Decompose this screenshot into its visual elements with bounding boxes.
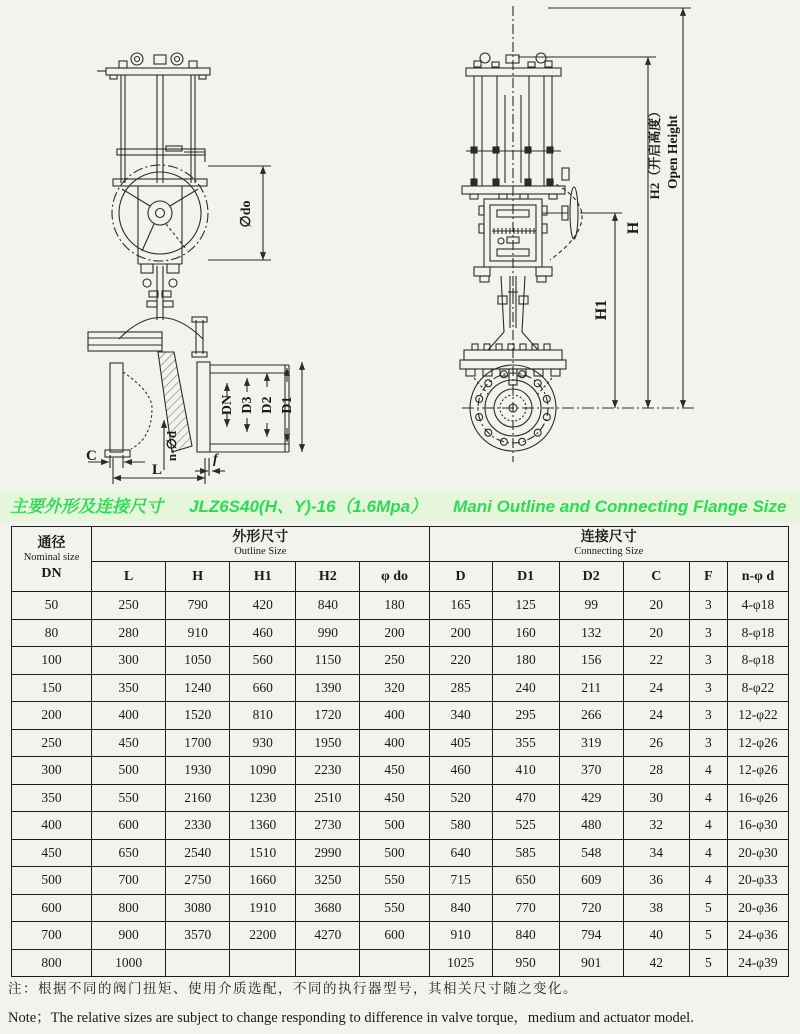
table-cell: 1950	[296, 729, 360, 757]
outline-cn: 外形尺寸	[232, 530, 289, 546]
section-title	[0, 492, 800, 522]
connecting-cn: 连接尺寸	[580, 530, 637, 546]
nominal-size-header	[12, 527, 92, 592]
connecting-size-group-header	[429, 527, 788, 562]
table-cell: 2510	[296, 784, 360, 812]
dim-label-dn: DN	[220, 394, 235, 416]
table-cell: 770	[492, 894, 559, 922]
table-cell: 156	[559, 647, 623, 675]
table-row	[12, 867, 789, 895]
table-cell: 4-φ18	[727, 592, 788, 620]
table-cell: 20	[623, 619, 689, 647]
table-cell: 211	[559, 674, 623, 702]
table-cell: 500	[360, 839, 429, 867]
table-cell: 1910	[230, 894, 296, 922]
table-cell	[296, 949, 360, 977]
table-cell: 320	[360, 674, 429, 702]
table-cell: 470	[492, 784, 559, 812]
table-body	[12, 592, 789, 977]
table-cell: 160	[492, 619, 559, 647]
table-cell: 1025	[429, 949, 492, 977]
table-cell: 2230	[296, 757, 360, 785]
table-cell: 1090	[230, 757, 296, 785]
table-cell: 930	[230, 729, 296, 757]
table-cell: 3080	[166, 894, 230, 922]
table-cell: 350	[92, 674, 166, 702]
table-cell: 26	[623, 729, 689, 757]
table-cell: 165	[429, 592, 492, 620]
table-cell: 550	[92, 784, 166, 812]
dim-label-phi-do: ∅do	[239, 200, 254, 228]
table-cell: 3680	[296, 894, 360, 922]
table-cell: 340	[429, 702, 492, 730]
dim-label-l: L	[152, 462, 163, 478]
table-cell: 20-φ33	[727, 867, 788, 895]
col-header: L	[92, 562, 166, 592]
col-header: D	[429, 562, 492, 592]
table-cell: 2750	[166, 867, 230, 895]
table-cell: 8-φ18	[727, 619, 788, 647]
note-cn: 注：根据不同的阀门扭矩、使用介质选配，不同的执行器型号，其相关尺寸随之变化。	[8, 981, 578, 996]
table-cell: 2330	[166, 812, 230, 840]
nominal-code: DN	[41, 566, 62, 582]
table-cell: 24-φ36	[727, 922, 788, 950]
table-row	[12, 784, 789, 812]
table-cell: 400	[360, 702, 429, 730]
size-table	[11, 526, 789, 977]
outline-en: Outline Size	[234, 545, 287, 557]
table-cell: 715	[429, 867, 492, 895]
dim-label-n-phi-d: n-∅d	[164, 430, 179, 462]
table-cell: 2160	[166, 784, 230, 812]
table-cell: 1510	[230, 839, 296, 867]
table-row	[12, 812, 789, 840]
table-cell: 520	[429, 784, 492, 812]
table-cell: 132	[559, 619, 623, 647]
table-cell: 700	[92, 867, 166, 895]
table-cell: 285	[429, 674, 492, 702]
table-cell: 794	[559, 922, 623, 950]
table-cell: 2730	[296, 812, 360, 840]
table-cell: 500	[92, 757, 166, 785]
table-cell: 450	[92, 729, 166, 757]
table-cell: 500	[360, 812, 429, 840]
table-cell: 400	[360, 729, 429, 757]
cell-dn: 50	[12, 592, 92, 620]
table-cell: 266	[559, 702, 623, 730]
table-cell: 810	[230, 702, 296, 730]
dim-label-h: H	[625, 221, 642, 235]
table-cell: 3250	[296, 867, 360, 895]
table-cell: 548	[559, 839, 623, 867]
table-cell: 4	[689, 839, 727, 867]
table-cell: 240	[492, 674, 559, 702]
table-row	[12, 949, 789, 977]
table-cell: 40	[623, 922, 689, 950]
table-cell: 660	[230, 674, 296, 702]
table-cell: 3	[689, 729, 727, 757]
table-cell: 42	[623, 949, 689, 977]
table-cell: 640	[429, 839, 492, 867]
col-header: H2	[296, 562, 360, 592]
table-cell: 32	[623, 812, 689, 840]
table-cell: 319	[559, 729, 623, 757]
table-cell	[166, 949, 230, 977]
dim-label-open-height-en: Open Height	[665, 115, 680, 189]
table-cell: 2990	[296, 839, 360, 867]
table-cell: 28	[623, 757, 689, 785]
table-cell: 12-φ26	[727, 729, 788, 757]
table-cell: 4270	[296, 922, 360, 950]
col-header: H1	[230, 562, 296, 592]
connecting-en: Connecting Size	[574, 545, 644, 557]
table-cell: 450	[360, 784, 429, 812]
table-row	[12, 894, 789, 922]
table-cell: 36	[623, 867, 689, 895]
table-row	[12, 702, 789, 730]
table-cell: 1930	[166, 757, 230, 785]
note-en: Note；The relative sizes are subject to change responding to difference in valve torque，medium and actuator model.	[8, 1010, 694, 1026]
table-cell: 420	[230, 592, 296, 620]
actuator-valve-drawing	[400, 0, 800, 492]
table-cell: 3570	[166, 922, 230, 950]
nominal-en: Nominal size	[23, 551, 80, 563]
cell-dn: 250	[12, 729, 92, 757]
table-row	[12, 619, 789, 647]
cell-dn: 80	[12, 619, 92, 647]
table-cell: 840	[429, 894, 492, 922]
table-cell: 38	[623, 894, 689, 922]
table-cell: 8-φ18	[727, 647, 788, 675]
table-cell: 12-φ22	[727, 702, 788, 730]
table-cell: 200	[360, 619, 429, 647]
col-header: n-φ d	[727, 562, 788, 592]
outline-size-group-header	[92, 527, 429, 562]
table-cell: 901	[559, 949, 623, 977]
section-title-cn: 主要外形及连接尺寸	[10, 497, 163, 516]
technical-drawings	[0, 0, 800, 492]
table-cell: 5	[689, 922, 727, 950]
table-cell: 24	[623, 702, 689, 730]
table-cell	[230, 949, 296, 977]
table-cell: 3	[689, 647, 727, 675]
table-cell: 3	[689, 619, 727, 647]
table-cell: 790	[166, 592, 230, 620]
table-cell: 585	[492, 839, 559, 867]
table-cell: 1660	[230, 867, 296, 895]
table-cell: 460	[230, 619, 296, 647]
table-cell: 1700	[166, 729, 230, 757]
table-cell: 20	[623, 592, 689, 620]
table-row	[12, 592, 789, 620]
table-cell: 1240	[166, 674, 230, 702]
col-header: D2	[559, 562, 623, 592]
nominal-cn: 通径	[37, 536, 66, 552]
table-cell: 910	[166, 619, 230, 647]
table-cell: 295	[492, 702, 559, 730]
dim-label-d1: D1	[280, 396, 295, 414]
table-cell: 22	[623, 647, 689, 675]
table-cell: 3	[689, 592, 727, 620]
table-cell: 650	[92, 839, 166, 867]
table-cell: 560	[230, 647, 296, 675]
table-cell: 1230	[230, 784, 296, 812]
table-cell: 550	[360, 894, 429, 922]
cell-dn: 400	[12, 812, 92, 840]
table-cell: 720	[559, 894, 623, 922]
cell-dn: 700	[12, 922, 92, 950]
table-cell: 990	[296, 619, 360, 647]
table-cell: 280	[92, 619, 166, 647]
table-cell: 525	[492, 812, 559, 840]
section-title-model: JLZ6S40(H、Y)-16（1.6Mpa）	[189, 497, 428, 516]
table-cell: 950	[492, 949, 559, 977]
table-cell: 405	[429, 729, 492, 757]
table-cell: 460	[429, 757, 492, 785]
table-row	[12, 729, 789, 757]
table-cell: 4	[689, 784, 727, 812]
dim-label-d2: D2	[260, 396, 275, 414]
cell-dn: 600	[12, 894, 92, 922]
table-cell: 910	[429, 922, 492, 950]
table-cell: 480	[559, 812, 623, 840]
table-cell: 5	[689, 949, 727, 977]
table-cell: 4	[689, 757, 727, 785]
table-cell: 400	[92, 702, 166, 730]
col-header: H	[166, 562, 230, 592]
table-cell: 609	[559, 867, 623, 895]
cell-dn: 500	[12, 867, 92, 895]
table-cell: 355	[492, 729, 559, 757]
table-row	[12, 757, 789, 785]
table-cell: 24	[623, 674, 689, 702]
table-cell: 220	[429, 647, 492, 675]
table-cell: 600	[92, 812, 166, 840]
table-cell: 1150	[296, 647, 360, 675]
table-cell: 34	[623, 839, 689, 867]
table-cell: 1720	[296, 702, 360, 730]
col-header-row	[12, 562, 789, 592]
table-cell: 180	[360, 592, 429, 620]
cell-dn: 800	[12, 949, 92, 977]
table-row	[12, 839, 789, 867]
col-header: φ do	[360, 562, 429, 592]
table-cell: 1520	[166, 702, 230, 730]
table-cell: 4	[689, 867, 727, 895]
table-cell: 370	[559, 757, 623, 785]
table-cell: 429	[559, 784, 623, 812]
table-cell: 450	[360, 757, 429, 785]
table-cell: 800	[92, 894, 166, 922]
table-cell: 250	[360, 647, 429, 675]
cell-dn: 200	[12, 702, 92, 730]
cell-dn: 100	[12, 647, 92, 675]
table-row	[12, 674, 789, 702]
table-cell: 900	[92, 922, 166, 950]
col-header: F	[689, 562, 727, 592]
table-cell: 12-φ26	[727, 757, 788, 785]
table-cell	[360, 949, 429, 977]
group-header-row	[12, 527, 789, 562]
table-cell: 840	[492, 922, 559, 950]
table-cell: 125	[492, 592, 559, 620]
table-cell: 1050	[166, 647, 230, 675]
table-cell: 650	[492, 867, 559, 895]
table-cell: 30	[623, 784, 689, 812]
dim-label-c: C	[86, 448, 97, 464]
table-cell: 16-φ30	[727, 812, 788, 840]
cell-dn: 300	[12, 757, 92, 785]
table-cell: 250	[92, 592, 166, 620]
table-cell: 3	[689, 702, 727, 730]
table-cell: 3	[689, 674, 727, 702]
table-cell: 24-φ39	[727, 949, 788, 977]
table-row	[12, 647, 789, 675]
table-cell: 2540	[166, 839, 230, 867]
table-cell: 16-φ26	[727, 784, 788, 812]
dim-label-h2-open-height-cn: H2（开启高度）	[647, 104, 662, 200]
table-row	[12, 922, 789, 950]
dim-label-d3: D3	[240, 396, 255, 414]
cell-dn: 150	[12, 674, 92, 702]
table-cell: 580	[429, 812, 492, 840]
table-cell: 20-φ36	[727, 894, 788, 922]
table-cell: 8-φ22	[727, 674, 788, 702]
cell-dn: 450	[12, 839, 92, 867]
col-header: C	[623, 562, 689, 592]
table-cell: 1360	[230, 812, 296, 840]
table-cell: 300	[92, 647, 166, 675]
table-cell: 4	[689, 812, 727, 840]
table-cell: 410	[492, 757, 559, 785]
table-cell: 5	[689, 894, 727, 922]
table-cell: 2200	[230, 922, 296, 950]
gate-valve-side-drawing	[0, 0, 400, 492]
table-cell: 180	[492, 647, 559, 675]
dim-label-h1: H1	[593, 299, 610, 321]
table-cell: 20-φ30	[727, 839, 788, 867]
table-cell: 600	[360, 922, 429, 950]
dim-label-f: f	[213, 452, 218, 467]
cell-dn: 350	[12, 784, 92, 812]
table-cell: 550	[360, 867, 429, 895]
table-cell: 99	[559, 592, 623, 620]
table-cell: 840	[296, 592, 360, 620]
section-title-en: Mani Outline and Connecting Flange Size	[453, 497, 787, 516]
table-cell: 200	[429, 619, 492, 647]
table-cell: 1390	[296, 674, 360, 702]
col-header: D1	[492, 562, 559, 592]
table-cell: 1000	[92, 949, 166, 977]
